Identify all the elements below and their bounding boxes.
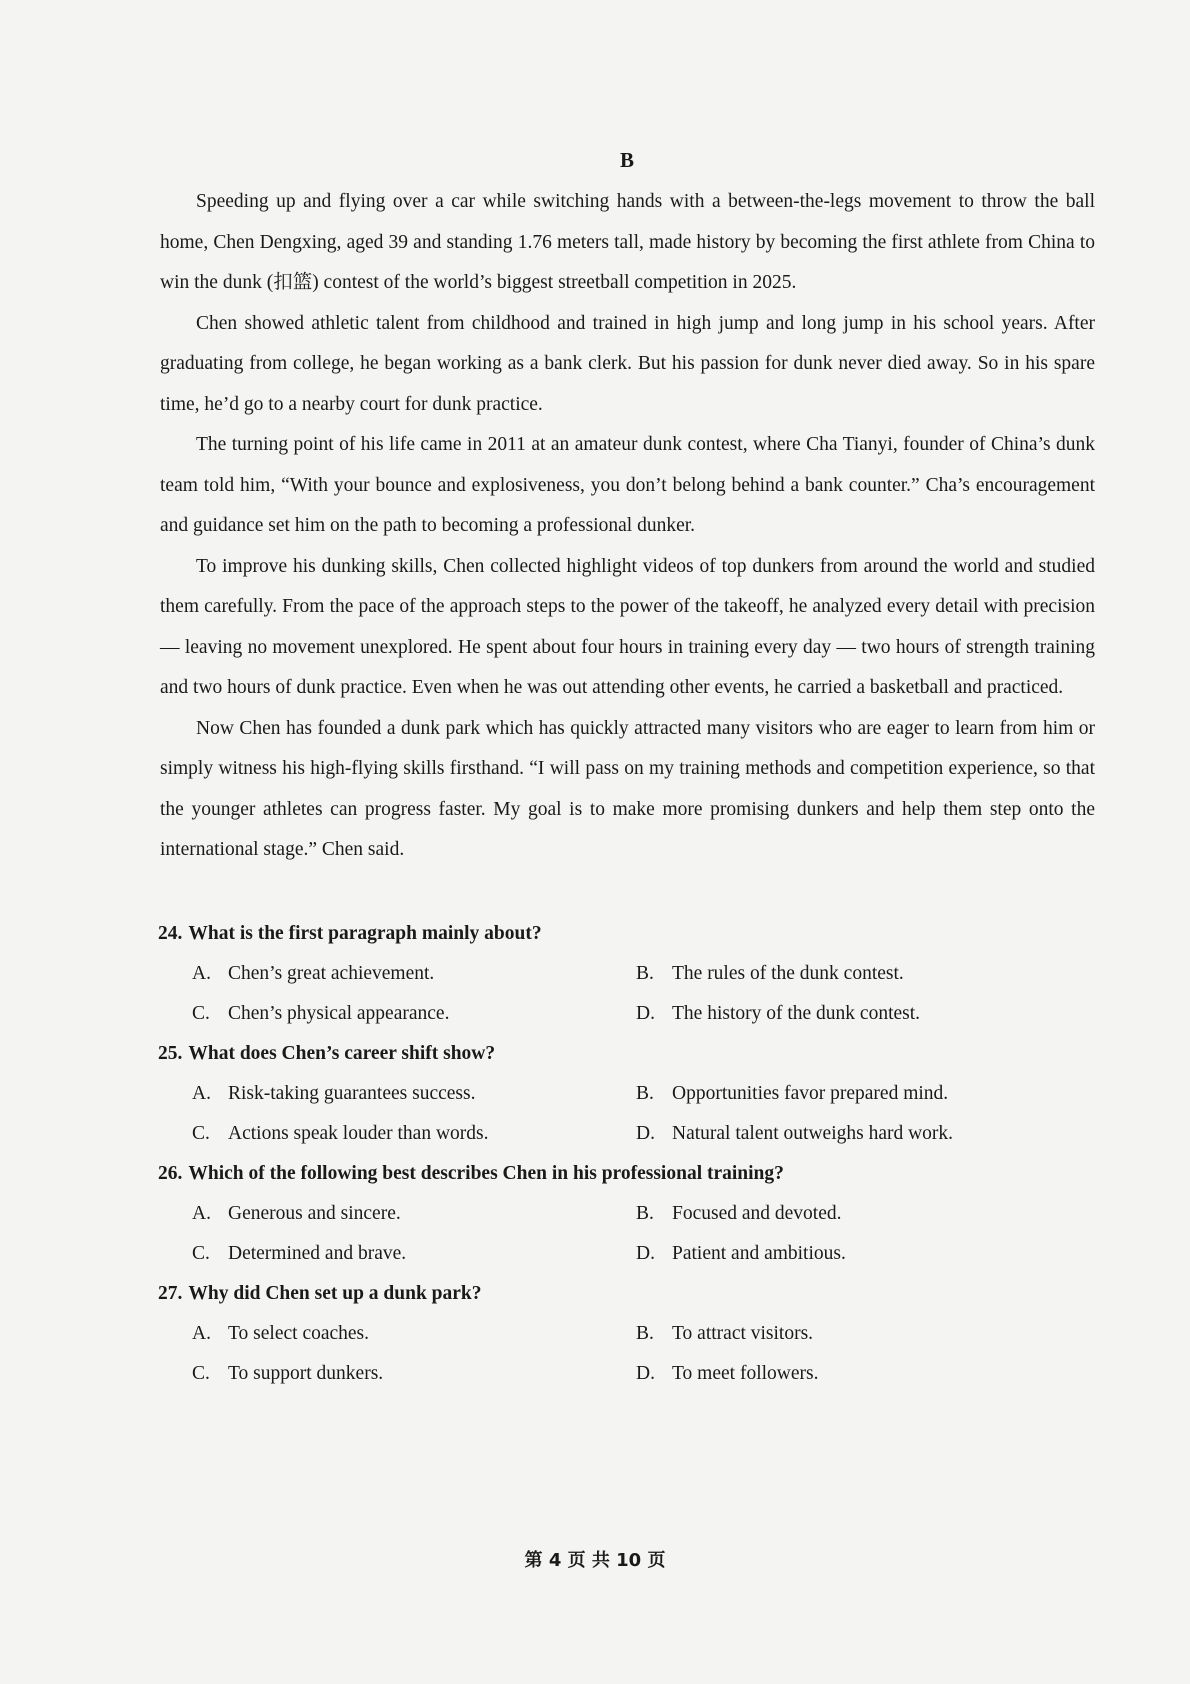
option-text: To attract visitors. <box>672 1323 814 1344</box>
passage-paragraph: Speeding up and flying over a car while switching hands with a between-the-legs movement to throw the ball home, Chen Dengxing, aged 39 and standing 1.76 meters tall, made history by becoming the first athlete from China to win the dunk (扣篮) contest of the world’s biggest streetball competition in 2025. <box>160 191 1095 293</box>
option-a <box>158 954 636 994</box>
option-d <box>636 1234 1098 1274</box>
option-text: Generous and sincere. <box>228 1203 401 1224</box>
passage-paragraph: To improve his dunking skills, Chen collected highlight videos of top dunkers from around the world and studied them carefully. From the pace of the approach steps to the power of the takeoff, he analyzed every detail with precision — leaving no movement unexplored. He spent about four hours in training every day — two hours of strength training and two hours of dunk practice. Even when he was out attending other events, he carried a basketball and practiced. <box>160 555 1095 698</box>
question-number: 26. <box>158 1163 183 1184</box>
option-letter: B. <box>636 1083 654 1104</box>
option-c <box>158 994 636 1034</box>
option-letter: B. <box>636 1203 654 1224</box>
question-text: Why did Chen set up a dunk park? <box>188 1283 482 1304</box>
reading-passage <box>160 182 1095 871</box>
option-row <box>158 1314 1098 1354</box>
option-d <box>636 1114 1098 1154</box>
page-footer: 第 4 页 共 10 页 <box>524 1550 666 1571</box>
option-text: Risk-taking guarantees success. <box>228 1083 476 1104</box>
passage-paragraph: Chen showed athletic talent from childhood and trained in high jump and long jump in his school years. After graduating from college, he began working as a bank clerk. But his passion for dunk never died away. So in his spare time, he’d go to a nearby court for dunk practice. <box>160 312 1095 415</box>
option-d <box>636 994 1098 1034</box>
option-text: Focused and devoted. <box>672 1203 842 1224</box>
option-c <box>158 1114 636 1154</box>
option-letter: C. <box>192 1123 210 1144</box>
option-text: Patient and ambitious. <box>672 1243 846 1264</box>
question-text: What is the first paragraph mainly about? <box>188 923 542 944</box>
question-text: What does Chen’s career shift show? <box>188 1043 496 1064</box>
question-stem <box>158 1034 1098 1074</box>
question-list <box>158 914 1098 1394</box>
section-heading: B <box>620 148 635 172</box>
question-25 <box>158 1034 1098 1154</box>
option-letter: D. <box>636 1243 655 1264</box>
option-text: The rules of the dunk contest. <box>672 963 904 984</box>
question-number: 25. <box>158 1043 183 1064</box>
option-letter: D. <box>636 1123 655 1144</box>
option-letter: A. <box>192 963 211 984</box>
question-number: 24. <box>158 923 183 944</box>
option-row <box>158 994 1098 1034</box>
question-27 <box>158 1274 1098 1394</box>
option-letter: B. <box>636 1323 654 1344</box>
option-b <box>636 1314 1098 1354</box>
option-text: Chen’s great achievement. <box>228 963 435 984</box>
option-a <box>158 1074 636 1114</box>
option-a <box>158 1194 636 1234</box>
option-d <box>636 1354 1098 1394</box>
question-stem <box>158 1154 1098 1194</box>
option-letter: A. <box>192 1083 211 1104</box>
passage-paragraph: The turning point of his life came in 2011 at an amateur dunk contest, where Cha Tianyi, founder of China’s dunk team told him, “With your bounce and explosiveness, you don’t belong behind a bank counter.” Cha’s encouragement and guidance set him on the path to becoming a professional dunker. <box>160 434 1095 536</box>
option-letter: A. <box>192 1323 211 1344</box>
option-text: To select coaches. <box>228 1323 370 1344</box>
question-text: Which of the following best describes Chen in his professional training? <box>188 1163 784 1184</box>
option-text: Chen’s physical appearance. <box>228 1003 450 1024</box>
option-a <box>158 1314 636 1354</box>
option-text: To meet followers. <box>672 1363 819 1384</box>
question-stem <box>158 914 1098 954</box>
option-text: Opportunities favor prepared mind. <box>672 1083 949 1104</box>
option-letter: C. <box>192 1243 210 1264</box>
option-text: Natural talent outweighs hard work. <box>672 1123 954 1144</box>
option-letter: C. <box>192 1363 210 1384</box>
option-row <box>158 1354 1098 1394</box>
option-row <box>158 1194 1098 1234</box>
option-letter: D. <box>636 1003 655 1024</box>
option-c <box>158 1234 636 1274</box>
option-letter: A. <box>192 1203 211 1224</box>
option-row <box>158 1114 1098 1154</box>
option-text: Determined and brave. <box>228 1243 407 1264</box>
option-row <box>158 1234 1098 1274</box>
question-number: 27. <box>158 1283 183 1304</box>
option-row <box>158 954 1098 994</box>
option-text: The history of the dunk contest. <box>672 1003 921 1024</box>
option-text: Actions speak louder than words. <box>228 1123 489 1144</box>
option-text: To support dunkers. <box>228 1363 384 1384</box>
option-b <box>636 1074 1098 1114</box>
option-letter: B. <box>636 963 654 984</box>
question-26 <box>158 1154 1098 1274</box>
option-letter: C. <box>192 1003 210 1024</box>
option-c <box>158 1354 636 1394</box>
option-b <box>636 1194 1098 1234</box>
option-row <box>158 1074 1098 1114</box>
option-letter: D. <box>636 1363 655 1384</box>
option-b <box>636 954 1098 994</box>
question-24 <box>158 914 1098 1034</box>
passage-paragraph: Now Chen has founded a dunk park which has quickly attracted many visitors who are eager to learn from him or simply witness his high-flying skills firsthand. “I will pass on my training methods and competition experience, so that the younger athletes can progress faster. My goal is to make more promising dunkers and help them step onto the international stage.” Chen said. <box>160 717 1095 860</box>
question-stem <box>158 1274 1098 1314</box>
